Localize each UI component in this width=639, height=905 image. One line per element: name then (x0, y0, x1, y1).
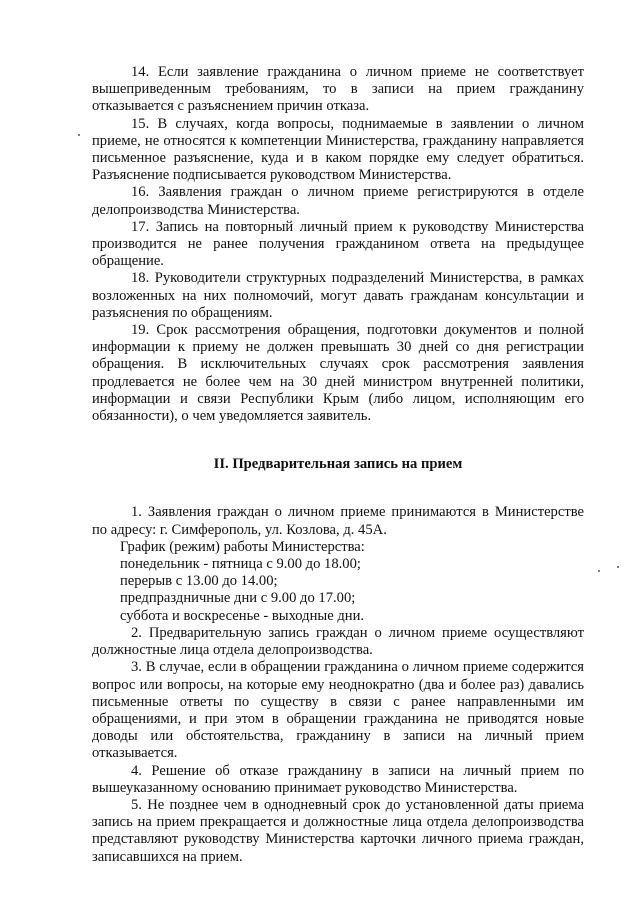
section2-paragraph-1: 1. Заявления граждан о личном приеме принимаются в Министерстве по адресу: г. Симферополь, ул. Козлова, д. 45А. (92, 504, 584, 538)
paragraph-14: 14. Если заявление гражданина о личном приеме не соответствует вышеприведенным требованиям, то в записи на прием гражданину отказывается с разъяснением причин отказа. (92, 64, 584, 115)
document-body (92, 64, 584, 866)
scan-speck (617, 566, 619, 568)
section2-paragraph-2: 2. Предварительную запись граждан о личном приеме осуществляют должностные лица отдела делопроизводства. (92, 624, 584, 659)
schedule-line-break: перерыв с 13.00 до 14.00; (120, 573, 278, 590)
section-heading: II. Предварительная запись на прием (213, 456, 463, 473)
schedule-title: График (режим) работы Министерства: (120, 538, 365, 555)
scan-speck (78, 134, 80, 136)
schedule-line-weekdays: понедельник - пятница с 9.00 до 18.00; (120, 556, 361, 573)
section2-paragraph-5: 5. Не позднее чем в однодневный срок до установленной даты приема запись на прием прекращается и должностные лица отдела делопроизводства представляют руководству Министерства карточки личного приема граждан, записавшихся на прием. (92, 796, 584, 865)
schedule-line-weekend: суббота и воскресенье - выходные дни. (120, 607, 365, 624)
paragraph-15: 15. В случаях, когда вопросы, поднимаемые в заявлении о личном приеме, не относятся к компетенции Министерства, гражданину направляется письменное разъяснение, куда и в каком порядке ему следует обратиться. Разъяснение подписывается руководством Министерства. (92, 115, 584, 184)
scan-speck (598, 570, 600, 572)
section2-paragraph-3: 3. В случае, если в обращении гражданина о личном приеме содержится вопрос или вопросы, на которые ему неоднократно (два и более раз) давались письменные ответы по существу в связи с ранее направленными им обращениями, и при этом в обращении гражданина не приводятся новые доводы или обстоятельства, гражданину в записи на личный прием отказывается. (92, 659, 584, 762)
schedule-line-preholiday: предпраздничные дни с 9.00 до 17.00; (120, 590, 356, 607)
paragraph-19: 19. Срок рассмотрения обращения, подготовки документов и полной информации к приему не должен превышать 30 дней со дня регистрации обращения. В исключительных случаях срок рассмотрения заявления продлевается не более чем на 30 дней министром внутренней политики, информации и связи Республики Крым (либо лицом, исполняющим его обязанности), о чем уведомляется заявитель. (92, 322, 584, 425)
paragraph-17: 17. Запись на повторный личный прием к руководству Министерства производится не ранее получения гражданином ответа на предыдущее обращение. (92, 218, 584, 270)
paragraph-18: 18. Руководители структурных подразделений Министерства, в рамках возложенных на них полномочий, могут давать гражданам консультации и разъяснения по обращениям. (92, 270, 584, 321)
section2-paragraph-4: 4. Решение об отказе гражданину в записи на личный прием по вышеуказанному основанию принимает руководство Министерства. (92, 762, 584, 796)
paragraph-16: 16. Заявления граждан о личном приеме регистрируются в отделе делопроизводства Министерства. (92, 184, 584, 218)
